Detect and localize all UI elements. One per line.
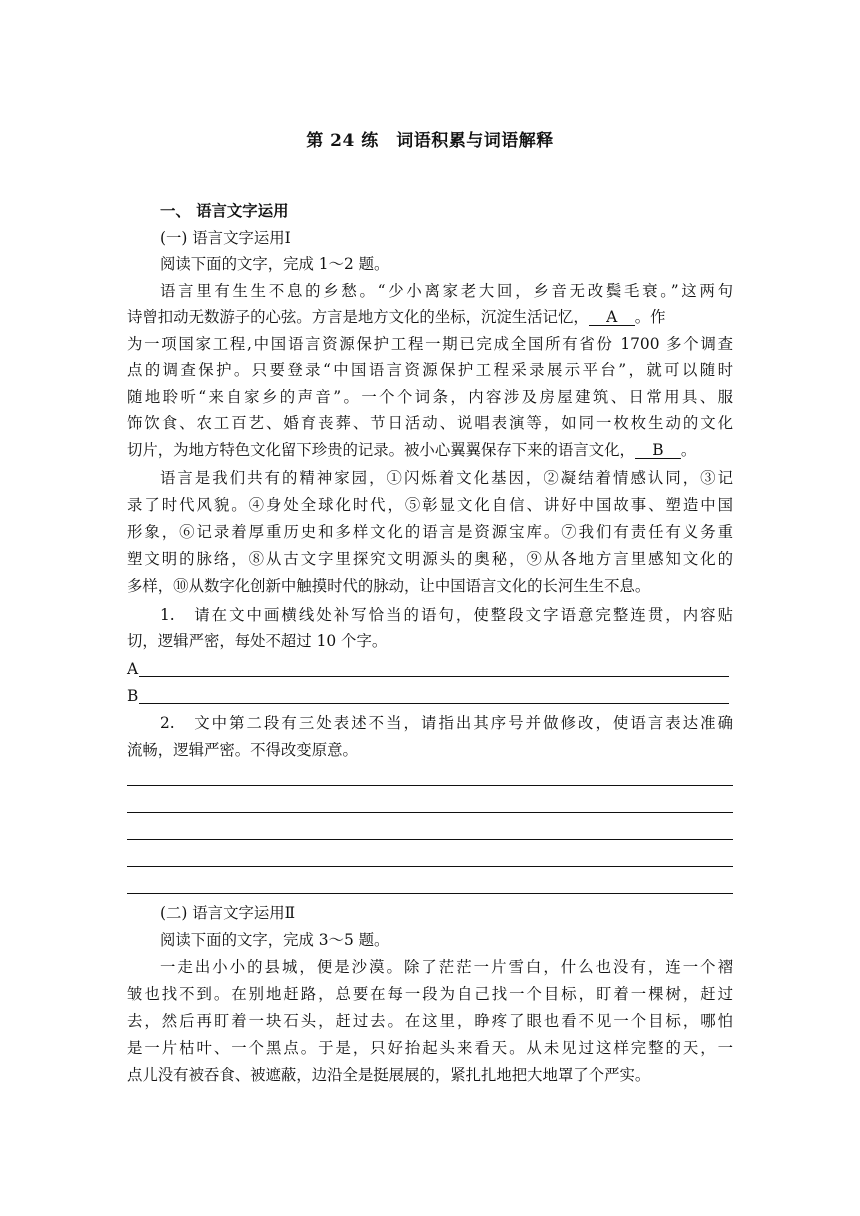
passage1-text: 切片，为地方特色文化留下珍贵的记录。被小心翼翼保存下来的语言文化，: [127, 441, 635, 459]
instruction-1: 阅读下面的文字，完成 1～2 题。: [160, 255, 390, 273]
question-1: 1. 请在文中画横线处补写恰当的语句，使整段文字语意完整连贯，内容贴: [160, 606, 733, 624]
answer-rule[interactable]: [127, 812, 733, 813]
passage2-line: 录了时代风貌。④身处全球化时代，⑤彰显文化自信、讲好中国故事、塑造中国: [127, 496, 733, 514]
passage2-line: 多样，⑩从数字化创新中触摸时代的脉动，让中国语言文化的长河生生不息。: [127, 577, 651, 595]
passage3-line: 是一片枯叶、一个黑点。于是，只好抬起头来看天。从未见过这样完整的天，一: [127, 1039, 733, 1057]
answer-label-a: A: [127, 660, 139, 678]
passage2-line: 形象，⑥记录着厚重历史和多样文化的语言是资源宝库。⑦我们有责任有义务重: [127, 523, 733, 541]
passage3-line: 点儿没有被吞食、被遮蔽，边沿全是挺展展的，紧扎扎地把大地罩了个严实。: [127, 1066, 651, 1084]
answer-rule[interactable]: [127, 839, 733, 840]
subsection-heading-1: (一) 语言文字运用Ⅰ: [160, 229, 291, 247]
answer-rule[interactable]: [127, 866, 733, 867]
question-2-cont: 流畅，逻辑严密。不得改变原意。: [127, 741, 358, 759]
blank-b: B: [635, 442, 681, 459]
answer-label-b: B: [127, 687, 139, 705]
passage1-line: 点的调查保护。只要登录“中国语言资源保护工程采录展示平台”，就可以随时: [127, 361, 733, 379]
answer-line-a[interactable]: [127, 659, 733, 679]
passage1-line: [127, 440, 733, 460]
page-title: 第 24 练 词语积累与词语解释: [306, 131, 554, 151]
answer-line-b[interactable]: [127, 686, 733, 706]
passage1-text: 诗曾扣动无数游子的心弦。方言是地方文化的坐标，沉淀生活记忆，: [127, 308, 589, 326]
instruction-2: 阅读下面的文字，完成 3～5 题。: [160, 931, 390, 949]
passage1-line: 为一项国家工程,中国语言资源保护工程一期已完成全国所有省份 1700 多个调查: [127, 335, 733, 353]
answer-rule: [139, 676, 729, 677]
passage3-line: 一走出小小的县城，便是沙漠。除了茫茫一片雪白，什么也没有，连一个褶: [160, 958, 733, 976]
answer-rule[interactable]: [127, 785, 733, 786]
section-heading: 一、 语言文字运用: [160, 202, 289, 220]
blank-a: A: [589, 309, 635, 326]
passage2-line: 语言是我们共有的精神家园，①闪烁着文化基因，②凝结着情感认同，③记: [160, 469, 733, 487]
passage3-line: 去，然后再盯着一块石头，赶过去。在这里，睁疼了眼也看不见一个目标，哪怕: [127, 1012, 733, 1030]
question-2: 2. 文中第二段有三处表述不当，请指出其序号并做修改，使语言表达准确: [160, 714, 733, 732]
answer-rule[interactable]: [127, 893, 733, 894]
answer-rule: [139, 703, 729, 704]
passage1-line: 语言里有生生不息的乡愁。“少小离家老大回，乡音无改鬓毛衰。”这两句: [160, 282, 733, 300]
passage1-line: 饰饮食、农工百艺、婚育丧葬、节日活动、说唱表演等，如同一枚枚生动的文化: [127, 414, 733, 432]
passage1-line: [127, 307, 733, 327]
passage1-text: 。作: [634, 308, 666, 326]
passage1-line: 随地聆听“来自家乡的声音”。一个个词条，内容涉及房屋建筑、日常用具、服: [127, 388, 733, 406]
passage3-line: 皱也找不到。在别地赶路，总要在每一段为自己找一个目标，盯着一棵树，赶过: [127, 985, 733, 1003]
passage1-text: 。: [680, 441, 697, 459]
passage2-line: 塑文明的脉络，⑧从古文字里探究文明源头的奥秘，⑨从各地方言里感知文化的: [127, 550, 733, 568]
question-1-cont: 切，逻辑严密，每处不超过 10 个字。: [127, 632, 388, 650]
subsection-heading-2: (二) 语言文字运用Ⅱ: [160, 904, 296, 922]
